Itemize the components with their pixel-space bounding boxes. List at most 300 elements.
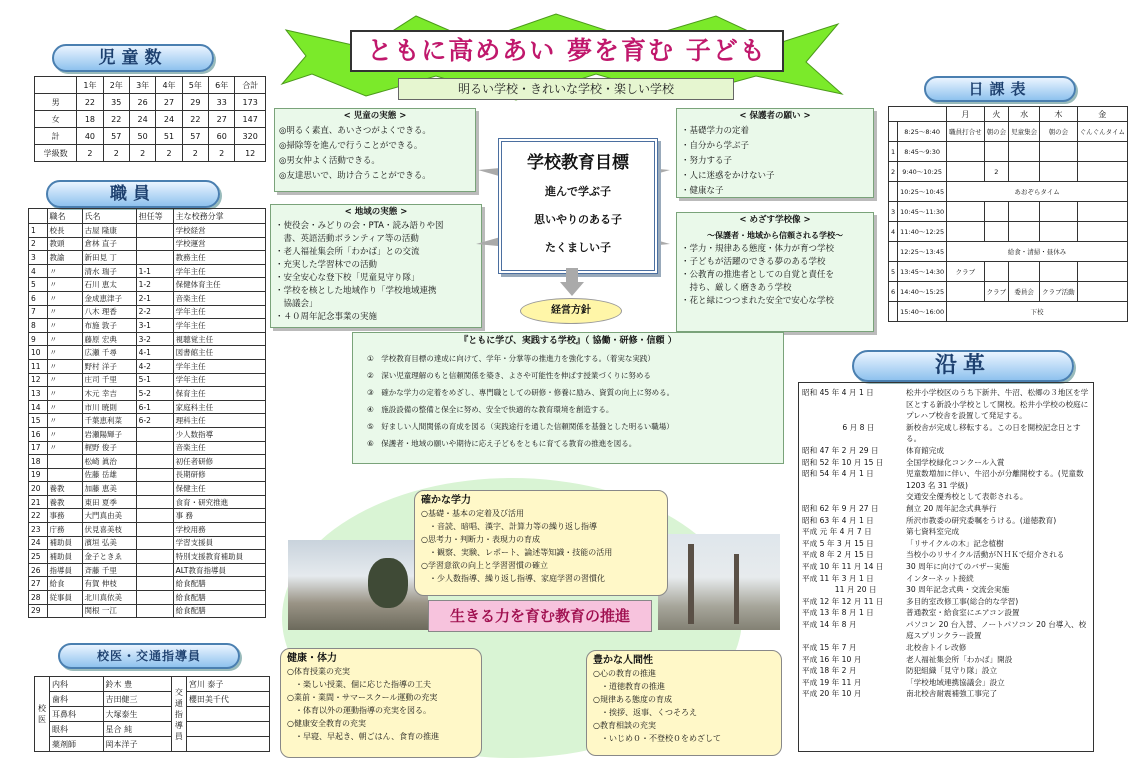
history-row (802, 561, 1090, 573)
staff-cell: 22 (29, 509, 48, 523)
staff-cell (136, 577, 173, 591)
staff-cell: 15 (29, 414, 48, 428)
history-date: 平成 16 年 10 月 (802, 654, 862, 664)
schedule-cell (889, 182, 898, 202)
schedule-cell (947, 162, 985, 182)
schedule-cell (984, 202, 1009, 222)
traffic-name (186, 707, 269, 722)
staff-cell: 6-2 (136, 414, 173, 428)
schedule-cell (1009, 162, 1040, 182)
staff-cell: 3-1 (136, 319, 173, 333)
list-item: ・老人福祉集会所「わかば」との交流 (275, 247, 420, 257)
policy-title: 『ともに学び、実践する学校』（ 協働・研修・信頼 ） (459, 336, 677, 346)
staff-cell (136, 251, 173, 265)
staff-header: 主な校務分掌 (173, 209, 265, 224)
table-row (29, 237, 266, 251)
staff-cell: ALT教育指導員 (173, 563, 265, 577)
student-cell: 24 (156, 111, 182, 128)
student-cell: 22 (77, 94, 103, 111)
staff-cell (47, 468, 82, 482)
staff-cell: 教諭 (47, 251, 82, 265)
staff-cell: 6-1 (136, 400, 173, 414)
schedule-cell (1077, 222, 1127, 242)
policy-number: ⑥ (367, 439, 382, 448)
student-cell: 29 (182, 94, 208, 111)
staff-cell: 広瀬 千尋 (82, 346, 136, 360)
schedule-cell (984, 142, 1009, 162)
staff-cell: 2-1 (136, 291, 173, 305)
staff-cell (136, 441, 173, 455)
staff-cell: 特別支援教育補助員 (173, 550, 265, 564)
table-row (29, 251, 266, 265)
staff-cell (136, 495, 173, 509)
table-row (29, 305, 266, 319)
staff-cell: 28 (29, 591, 48, 605)
list-item: ・いじめ０・不登校０をめざして (593, 734, 721, 743)
goal-item: 思いやりのある子 (534, 213, 622, 226)
doctor-type: 内科 (50, 677, 104, 692)
student-cell: 18 (77, 111, 103, 128)
staff-cell (136, 536, 173, 550)
list-item: ○体育授業の充実 (287, 667, 350, 676)
schedule-cell (1077, 262, 1127, 282)
staff-cell: 10 (29, 346, 48, 360)
list-item: ○心の教育の推進 (593, 669, 656, 678)
history-date: 平成 15 年 7 月 (802, 643, 857, 653)
history-event: 当校小のリサイクル活動がＮＨＫで紹介される (906, 550, 1065, 560)
staff-cell: 給食 (47, 577, 82, 591)
doctor-name: 星合 純 (103, 722, 171, 737)
student-header (35, 77, 77, 94)
humanity-title: 豊かな人間性 (593, 655, 653, 666)
list-item: 書、英語活動ボランティア等の活動 (275, 234, 419, 244)
guardians-title: < 保護者の願い > (739, 111, 811, 121)
history-date: 平成 13 年 8 月 1 日 (802, 608, 874, 618)
history-event: 児童数増加に伴い、牛沼小が分離開校する。(児童数 1203 名 31 学級) (906, 469, 1084, 490)
staff-cell: 古屋 隆康 (82, 224, 136, 238)
staff-cell: 23 (29, 523, 48, 537)
policy-item (367, 401, 783, 418)
history-date: 平成 11 年 3 月 1 日 (802, 573, 874, 583)
staff-cell: 20 (29, 482, 48, 496)
history-date: 11 月 20 日 (802, 585, 877, 595)
staff-cell (136, 550, 173, 564)
schedule-cell (1077, 162, 1127, 182)
schedule-cell (1009, 262, 1040, 282)
schedule-cell: 5 (889, 262, 898, 282)
schedule-cell (947, 142, 985, 162)
staff-cell (136, 482, 173, 496)
table-row (29, 509, 266, 523)
history-row (802, 457, 1090, 469)
list-item: ◎男女仲よく活動できる。 (279, 156, 380, 166)
history-row (802, 515, 1090, 527)
staff-cell: 養教 (47, 495, 82, 509)
student-count-title: 児童数 (52, 44, 214, 72)
schedule-cell: 14:40〜15:25 (898, 282, 947, 302)
list-item: ○健康安全教育の充実 (287, 719, 366, 728)
history-event: 30 周年記念式典・交流会実施 (906, 585, 1010, 595)
list-item: ・花と緑につつまれた安全で安心な学校 (681, 296, 834, 306)
history-event: 交通安全優秀校として表彰される。 (906, 492, 1028, 502)
staff-cell (136, 591, 173, 605)
region-title: < 地域の実態 > (344, 207, 408, 217)
staff-cell: 教務主任 (173, 251, 265, 265)
staff-cell: 教頭 (47, 237, 82, 251)
staff-cell: 1 (29, 224, 48, 238)
guardians-box (676, 108, 874, 198)
list-item: ・道徳教育の推進 (593, 682, 665, 691)
staff-cell: 保健主任 (173, 482, 265, 496)
staff-cell: 学校運営 (173, 237, 265, 251)
table-row (29, 400, 266, 414)
policy-item (367, 384, 783, 401)
history-date: 昭和 52 年 10 月 15 日 (802, 457, 884, 467)
student-cell: 57 (103, 128, 129, 145)
history-date: 平成 8 年 2 月 15 日 (802, 550, 874, 560)
schedule-table (888, 106, 1128, 322)
history-event: 新校舎が完成し移転する。この日を開校記念日とする。 (906, 422, 1081, 444)
policy-item (367, 350, 783, 367)
table-row (29, 482, 266, 496)
staff-cell: 事務 (47, 509, 82, 523)
traffic-name (186, 722, 269, 737)
student-cell: 35 (103, 94, 129, 111)
staff-cell (136, 509, 173, 523)
staff-header (29, 209, 48, 224)
staff-cell: 学年主任 (173, 373, 265, 387)
history-row (802, 538, 1090, 550)
table-row (29, 468, 266, 482)
table-row (29, 577, 266, 591)
staff-cell: 27 (29, 577, 48, 591)
staff-cell (136, 563, 173, 577)
history-row (802, 573, 1090, 585)
policy-number: ③ (367, 388, 382, 397)
list-item: ・安全安心な登下校「児童見守り隊」 (275, 273, 420, 283)
staff-cell: 14 (29, 400, 48, 414)
doctor-name: 岡本洋子 (103, 737, 171, 752)
policy-text: 学校教育目標の達成に向けて、学年・分掌等の推進力を強化する。（着実な実践） (381, 354, 655, 363)
staff-cell: 少人数指導 (173, 427, 265, 441)
staff-header: 氏名 (82, 209, 136, 224)
student-header: 1年 (77, 77, 103, 94)
goals-title: 学校教育目標 (527, 153, 629, 173)
staff-cell: 13 (29, 387, 48, 401)
doctors-table (34, 676, 270, 752)
staff-cell: 21 (29, 495, 48, 509)
schedule-day (889, 107, 947, 122)
staff-cell: 4-1 (136, 346, 173, 360)
staff-cell: 3 (29, 251, 48, 265)
table-row (29, 224, 266, 238)
list-item: ・努力する子 (681, 156, 733, 166)
schedule-cell: 11:40〜12:25 (898, 222, 947, 242)
staff-cell: 1-1 (136, 264, 173, 278)
student-cell: 57 (182, 128, 208, 145)
staff-cell: 〃 (47, 291, 82, 305)
list-item: 協議会」 (275, 299, 318, 309)
student-cell: 22 (103, 111, 129, 128)
staff-cell: 4-2 (136, 359, 173, 373)
schedule-day: 火 (984, 107, 1009, 122)
student-cell: 22 (182, 111, 208, 128)
schedule-cell: 15:40〜16:00 (898, 302, 947, 322)
schedule-cell (1009, 222, 1040, 242)
student-header: 合計 (235, 77, 266, 94)
staff-cell: 〃 (47, 414, 82, 428)
history-date: 平成 14 年 8 月 (802, 619, 857, 629)
staff-cell: 図書館主任 (173, 346, 265, 360)
schedule-cell (947, 222, 985, 242)
staff-cell: 指導員 (47, 563, 82, 577)
staff-cell: 学年主任 (173, 305, 265, 319)
list-item: ◎友達思いで、助け合うことができる。 (279, 171, 431, 181)
history-date: 昭和 45 年 4 月 1 日 (802, 388, 874, 397)
staff-cell: 〃 (47, 427, 82, 441)
staff-cell: 6 (29, 291, 48, 305)
schedule-cell (1040, 222, 1078, 242)
student-cell: 男 (35, 94, 77, 111)
history-event: 全国学校緑化コンクール入賞 (906, 457, 1005, 467)
staff-cell: 斉藤 千里 (82, 563, 136, 577)
staff-cell: 〃 (47, 332, 82, 346)
schedule-day: 月 (947, 107, 985, 122)
staff-cell: 庄司 千里 (82, 373, 136, 387)
schedule-cell (947, 202, 985, 222)
staff-cell: 有賀 伸枝 (82, 577, 136, 591)
student-cell: 12 (235, 145, 266, 162)
list-item: ・健康な子 (681, 186, 724, 196)
student-header: 4年 (156, 77, 182, 94)
student-cell: 2 (209, 145, 235, 162)
staff-cell: 〃 (47, 359, 82, 373)
staff-cell: 音楽主任 (173, 291, 265, 305)
student-cell: 51 (156, 128, 182, 145)
list-item: ・基礎学力の定着 (681, 126, 750, 136)
history-event: 創立 20 周年記念式典挙行 (906, 503, 997, 513)
staff-cell (47, 604, 82, 618)
history-event: 第七資料室完成 (906, 527, 960, 537)
students-title: < 児童の実態 > (343, 111, 407, 121)
staff-cell: 佐藤 岳雄 (82, 468, 136, 482)
table-row (29, 604, 266, 618)
staff-header: 職名 (47, 209, 82, 224)
history-row (802, 549, 1090, 561)
list-item: ・学力・規律ある態度・体力が育つ学校 (681, 244, 835, 254)
list-item: ◎掃除等を進んで行うことができる。 (279, 141, 423, 151)
staff-cell: 伏見喜美枝 (82, 523, 136, 537)
staff-cell (136, 604, 173, 618)
schedule-cell: 職員打合せ (947, 122, 985, 142)
staff-cell: 東田 夏季 (82, 495, 136, 509)
staff-cell: 3-2 (136, 332, 173, 346)
history-row (802, 607, 1090, 619)
history-date: 平成 20 年 10 月 (802, 689, 862, 699)
staff-cell: 北川真依美 (82, 591, 136, 605)
schedule-cell: 児童集会 (1009, 122, 1040, 142)
policy-number: ⑤ (367, 422, 382, 431)
doctor-type: 耳鼻科 (50, 707, 104, 722)
staff-cell: 26 (29, 563, 48, 577)
schedule-cell (1077, 142, 1127, 162)
student-cell: 147 (235, 111, 266, 128)
schedule-cell: 10:45〜11:30 (898, 202, 947, 222)
table-row (29, 278, 266, 292)
history-title: 沿革 (852, 350, 1074, 382)
staff-cell: 〃 (47, 346, 82, 360)
table-row (29, 332, 266, 346)
student-header: 3年 (129, 77, 155, 94)
academic-box (414, 490, 668, 596)
history-event: 体育館完成 (906, 445, 944, 455)
schedule-cell: 給食・清掃・昼休み (947, 242, 1128, 262)
schedule-cell (947, 282, 985, 302)
student-cell: 27 (156, 94, 182, 111)
list-item: ・自分から学ぶ子 (681, 141, 750, 151)
staff-cell: 5 (29, 278, 48, 292)
list-item: ・公教育の推進者としての自覚と責任を (681, 270, 835, 280)
schedule-cell: クラブ活動 (1040, 282, 1078, 302)
list-item: ○業前・業間・サマースクール運動の充実 (287, 693, 438, 702)
history-row (802, 503, 1090, 515)
staff-cell: 18 (29, 455, 48, 469)
staff-cell: 保育主任 (173, 387, 265, 401)
list-item: ○基礎・基本の定着及び活用 (421, 509, 524, 518)
staff-cell: 事 務 (173, 509, 265, 523)
table-row (29, 536, 266, 550)
staff-cell: 従事員 (47, 591, 82, 605)
staff-cell: 5-1 (136, 373, 173, 387)
staff-cell: 八木 理香 (82, 305, 136, 319)
policy-number: ④ (367, 405, 382, 414)
history-event: 南北校舎耐震補強工事完了 (906, 689, 998, 699)
schedule-cell: 4 (889, 222, 898, 242)
student-cell: 2 (103, 145, 129, 162)
policy-text: 確かな学力の定着をめざし、專門職としての研修・修養に励み、資質の向上に努める。 (381, 388, 675, 397)
staff-cell: 29 (29, 604, 48, 618)
goals-down-arrow (560, 268, 584, 296)
history-box (798, 382, 1094, 752)
student-header: 5年 (182, 77, 208, 94)
staff-cell: 野村 洋子 (82, 359, 136, 373)
schedule-cell: 12:25〜13:45 (898, 242, 947, 262)
table-row (29, 319, 266, 333)
staff-cell: 千葉恵利菜 (82, 414, 136, 428)
student-cell: 26 (129, 94, 155, 111)
history-row (802, 387, 1090, 422)
staff-cell: 〃 (47, 305, 82, 319)
history-date: 平成 19 年 11 月 (802, 677, 862, 687)
history-date: 6 月 8 日 (802, 422, 875, 432)
history-row (802, 584, 1090, 596)
student-cell: 173 (235, 94, 266, 111)
table-row (29, 455, 266, 469)
table-row (29, 441, 266, 455)
policy-box (352, 332, 784, 464)
list-item: ・充実した学習林での活動 (275, 260, 378, 270)
humanity-box (586, 650, 782, 756)
staff-cell: 学習支援員 (173, 536, 265, 550)
list-item: ○規律ある態度の育成 (593, 695, 672, 704)
policy-text: 保護者・地域の願いや期待に応え子どもをともに育てる教育の推進を図る。 (381, 439, 637, 448)
history-date: 昭和 63 年 4 月 1 日 (802, 515, 874, 525)
schedule-cell (1040, 142, 1078, 162)
staff-cell: 〃 (47, 264, 82, 278)
history-date: 昭和 62 年 9 月 27 日 (802, 503, 879, 513)
schedule-cell: 8:45〜9:30 (898, 142, 947, 162)
staff-cell: 金子ときゑ (82, 550, 136, 564)
schedule-cell: クラブ (947, 262, 985, 282)
student-cell: 2 (129, 145, 155, 162)
staff-cell: 岩瀬陽輝子 (82, 427, 136, 441)
policy-number: ② (367, 371, 382, 380)
staff-cell: 補助員 (47, 550, 82, 564)
schedule-day: 木 (1040, 107, 1078, 122)
staff-cell: 給食配膳 (173, 591, 265, 605)
staff-cell: 市川 暁則 (82, 400, 136, 414)
schedule-cell (1040, 202, 1078, 222)
staff-cell: 家庭科主任 (173, 400, 265, 414)
history-row (802, 619, 1090, 642)
staff-cell: 食育・研究推進 (173, 495, 265, 509)
student-cell: 女 (35, 111, 77, 128)
list-item: ・観察、実験、レポート、論述等知識・技能の活用 (421, 548, 613, 557)
student-cell: 学級数 (35, 145, 77, 162)
staff-cell: 濱垣 弘美 (82, 536, 136, 550)
history-row (802, 445, 1090, 457)
student-cell: 60 (209, 128, 235, 145)
vision-box (676, 212, 874, 332)
schedule-cell: あおぞらタイム (947, 182, 1128, 202)
staff-cell (136, 468, 173, 482)
history-event: 普通教室・給食室にエアコン設置 (906, 608, 1020, 618)
staff-cell: 保健体育主任 (173, 278, 265, 292)
history-event: 「リサイクルの木」記念植樹 (906, 538, 1004, 548)
student-cell: 33 (209, 94, 235, 111)
staff-cell: 2 (29, 237, 48, 251)
schedule-cell: 10:25〜10:45 (898, 182, 947, 202)
history-event: 北校舎トイレ改修 (906, 643, 967, 653)
staff-cell: 松崎 眞治 (82, 455, 136, 469)
schedule-cell (1077, 282, 1127, 302)
staff-header: 担任等 (136, 209, 173, 224)
schedule-cell: 2 (889, 162, 898, 182)
list-item: ・人に迷惑をかけない子 (681, 171, 775, 181)
student-cell: 24 (129, 111, 155, 128)
staff-cell: 視聴覚主任 (173, 332, 265, 346)
staff-cell: 大門真由美 (82, 509, 136, 523)
history-date: 平成 10 年 11 月 14 日 (802, 561, 884, 571)
staff-cell: 養教 (47, 482, 82, 496)
history-row (802, 491, 1090, 503)
policy-item (367, 418, 783, 435)
student-cell: 40 (77, 128, 103, 145)
schedule-cell (889, 302, 898, 322)
policy-item (367, 435, 783, 452)
history-event: 防犯組織「見守り隊」設立 (906, 666, 998, 676)
student-header: 2年 (103, 77, 129, 94)
table-row (29, 387, 266, 401)
history-date: 昭和 47 年 2 月 29 日 (802, 445, 879, 455)
staff-cell: 庁務 (47, 523, 82, 537)
doctors-side-label: 校医 (35, 677, 50, 752)
staff-cell: 学年主任 (173, 264, 265, 278)
history-event: インターネット接続 (906, 573, 974, 583)
staff-cell: 〃 (47, 441, 82, 455)
staff-cell (136, 455, 173, 469)
vision-title: < めざす学校像 > (739, 215, 811, 225)
